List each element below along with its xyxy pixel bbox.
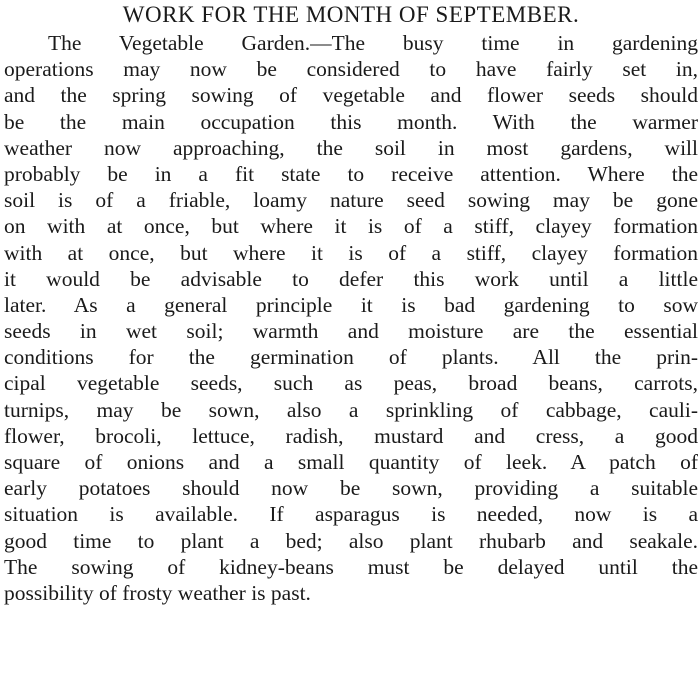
article-line: later. As a general principle it is bad gardening to sow — [4, 292, 698, 317]
article-line: operations may now be considered to have fairly set in, — [4, 57, 698, 82]
article-body — [4, 30, 698, 606]
article-line: soil is of a friable, loamy nature seed sowing may be gone — [4, 188, 698, 213]
article-title: WORK FOR THE MONTH OF SEPTEMBER. — [122, 2, 580, 27]
article-line: flower, brocoli, lettuce, radish, mustard and cress, a good — [4, 423, 698, 448]
article-line: turnips, may be sown, also a sprinkling of cabbage, cauli- — [4, 397, 698, 422]
article-line: seeds in wet soil; warmth and moisture are the essential — [4, 319, 698, 344]
article-line: situation is available. If asparagus is needed, now is a — [4, 502, 698, 527]
article-line: possibility of frosty weather is past. — [4, 580, 311, 605]
article-line: and the spring sowing of vegetable and flower seeds should — [4, 83, 698, 108]
article-line: The sowing of kidney-beans must be delayed until the — [4, 554, 698, 579]
article-line: weather now approaching, the soil in most gardens, will — [4, 135, 698, 160]
article-line: early potatoes should now be sown, providing a suitable — [4, 476, 698, 501]
article-line: with at once, but where it is of a stiff, clayey formation — [4, 240, 698, 265]
article-line: good time to plant a bed; also plant rhubarb and seakale. — [4, 528, 698, 553]
article-line: The Vegetable Garden.—The busy time in gardening — [48, 31, 698, 55]
article-line: square of onions and a small quantity of leek. A patch of — [4, 450, 698, 474]
article-line: it would be advisable to defer this work until a little — [4, 266, 698, 291]
article-line: be the main occupation this month. With the warmer — [4, 109, 698, 134]
article-line: conditions for the germination of plants. All the prin- — [4, 345, 698, 370]
article-line: cipal vegetable seeds, such as peas, broad beans, carrots, — [4, 371, 698, 396]
article-line: probably be in a fit state to receive attention. Where the — [4, 161, 698, 186]
article-line: on with at once, but where it is of a stiff, clayey formation — [4, 214, 698, 239]
